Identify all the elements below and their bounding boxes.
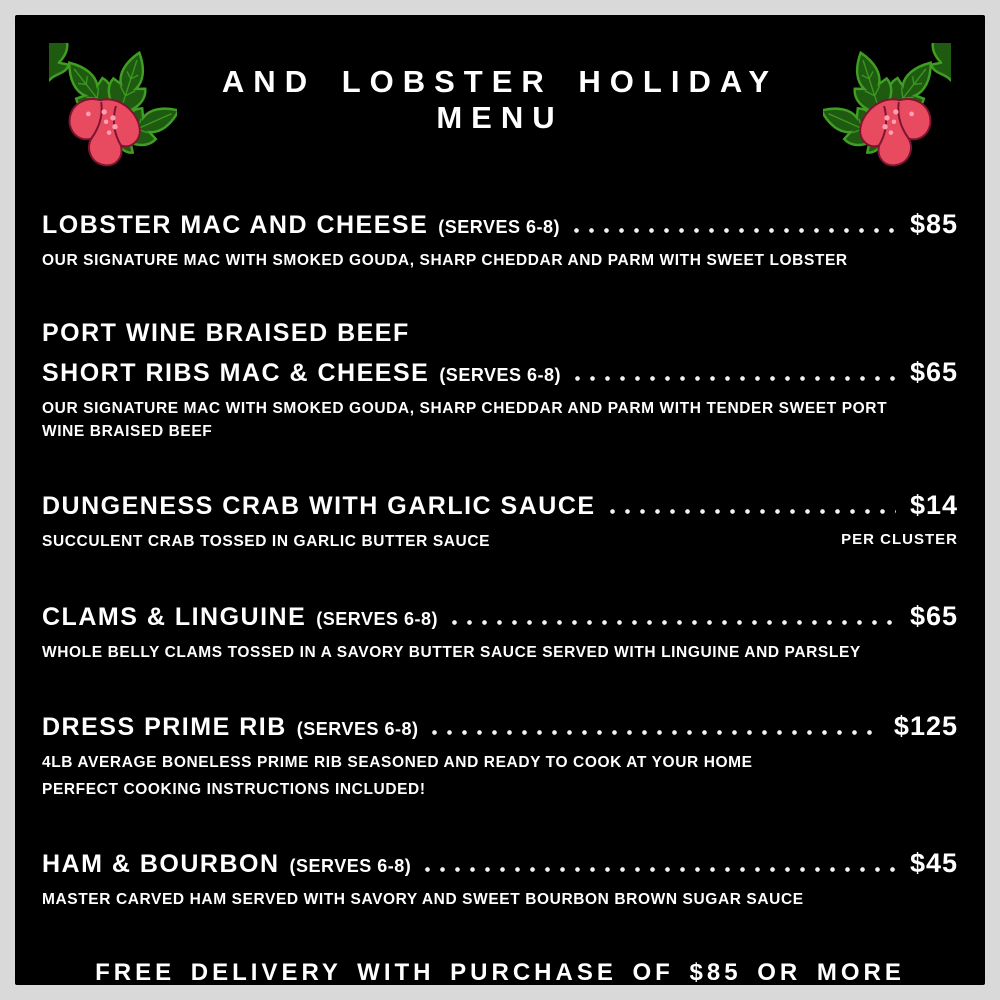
item-description: 4LB AVERAGE BONELESS PRIME RIB SEASONED AND READY TO COOK AT YOUR HOME	[42, 754, 753, 772]
item-description: SUCCULENT CRAB TOSSED IN GARLIC BUTTER SAUCE	[42, 533, 491, 551]
item-price-box	[841, 490, 958, 549]
item-price-note: PER CLUSTER	[841, 531, 958, 549]
item-title-row	[42, 711, 958, 742]
dotted-leader	[452, 620, 896, 625]
item-price-box	[910, 848, 958, 879]
item-price-box	[910, 209, 958, 240]
item-price: $65	[909, 357, 958, 388]
menu-item-ham-and-bourbon	[42, 848, 958, 911]
item-description-line2: PERFECT COOKING INSTRUCTIONS INCLUDED!	[42, 780, 426, 798]
dotted-leader	[432, 730, 879, 735]
holly-lobster-claw-icon-right	[823, 43, 951, 171]
item-price: $85	[909, 209, 958, 239]
item-description: MASTER CARVED HAM SERVED WITH SAVORY AND SWEET BOURBON BROWN SUGAR SAUCE	[42, 891, 804, 909]
item-title-row	[42, 848, 958, 879]
item-name: CLAMS & LINGUINE	[42, 602, 307, 631]
holly-lobster-claw-icon-left	[49, 43, 177, 171]
item-title-row	[42, 357, 958, 388]
item-name: LOBSTER MAC AND CHEESE	[42, 211, 429, 239]
item-name: DUNGENESS CRAB WITH GARLIC SAUCE	[42, 492, 596, 521]
item-title-row	[42, 209, 958, 240]
dotted-leader	[425, 867, 896, 872]
item-price-box	[894, 711, 958, 742]
free-delivery-banner: FREE DELIVERY WITH PURCHASE OF $85 OR MORE	[95, 958, 905, 985]
item-name: SHORT RIBS MAC & CHEESE	[42, 359, 430, 388]
menu-item-clams-and-linguine	[42, 601, 958, 664]
menu-item-dress-prime-rib	[42, 711, 958, 801]
item-name: DRESS PRIME RIB	[42, 713, 287, 742]
item-name: HAM & BOURBON	[42, 850, 280, 879]
item-serves: (SERVES 6-8)	[316, 608, 438, 629]
item-price-box	[910, 357, 958, 388]
menu-item-dungeness-crab	[42, 490, 958, 553]
item-price: $65	[909, 600, 958, 631]
item-description: OUR SIGNATURE MAC WITH SMOKED GOUDA, SHARP CHEDDAR AND PARM WITH SWEET LOBSTER	[42, 252, 848, 269]
menu-items-list	[15, 175, 985, 912]
item-description: WHOLE BELLY CLAMS TOSSED IN A SAVORY BUTTER SAUCE SERVED WITH LINGUINE AND PARSLEY	[42, 643, 861, 661]
menu-item-lobster-mac-and-cheese	[42, 209, 958, 272]
item-price: $125	[893, 711, 958, 742]
item-price: $45	[909, 848, 958, 879]
menu-title: AND LOBSTER HOLIDAY MENU	[221, 64, 779, 135]
item-description: OUR SIGNATURE MAC WITH SMOKED GOUDA, SHARP CHEDDAR AND PARM WITH TENDER SWEET PORT WINE BRAISED BEEF	[42, 400, 888, 440]
menu-panel	[15, 15, 985, 985]
item-price: $14	[909, 490, 958, 521]
dotted-leader	[574, 228, 896, 233]
item-serves: (SERVES 6-8)	[289, 856, 412, 877]
item-title-row	[42, 601, 958, 632]
dotted-leader	[575, 376, 896, 381]
menu-header	[15, 15, 985, 175]
dotted-leader	[610, 509, 896, 514]
item-price-box	[910, 601, 958, 632]
item-name-line1: PORT WINE BRAISED BEEF	[42, 319, 410, 348]
item-serves: (SERVES 6-8)	[438, 217, 560, 237]
item-serves: (SERVES 6-8)	[439, 365, 562, 386]
item-serves: (SERVES 6-8)	[296, 719, 419, 740]
menu-item-short-ribs-mac-and-cheese	[42, 319, 958, 443]
